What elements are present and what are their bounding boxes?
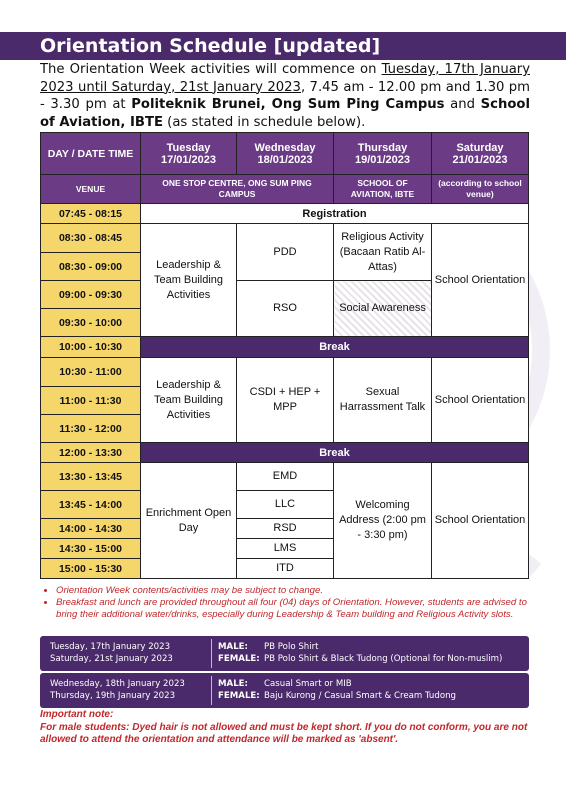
divider <box>211 676 212 705</box>
male-label: MALE: <box>218 679 248 689</box>
female-label: FEMALE: <box>218 691 260 701</box>
day-header-saturday <box>432 133 529 175</box>
csdi-activity: CSDI + HEP + MPP <box>237 358 334 443</box>
emd-activity: EMD <box>237 463 334 491</box>
venue-row <box>41 175 529 204</box>
break-cell: Break <box>141 443 529 463</box>
important-note <box>40 709 535 747</box>
table-row <box>41 463 529 491</box>
venue-one-stop-centre: ONE STOP CENTRE, ONG SUM PING CAMPUS <box>141 175 334 204</box>
intro-text-times: , 7.45 am - 12.00 pm and 1.30 pm - 3.30 pm at <box>40 79 530 112</box>
intro-text: The Orientation Week activities will commence on <box>40 62 382 77</box>
notes-list <box>44 585 546 621</box>
day-date-time-header: DAY / DATE TIME <box>41 133 141 175</box>
table-row <box>41 443 529 463</box>
important-heading: Important note: <box>40 709 114 720</box>
header-row <box>41 133 529 175</box>
day-name: Thursday <box>357 141 408 154</box>
dress-date: Saturday, 21st January 2023 <box>50 654 173 664</box>
day-date: 19/01/2023 <box>354 153 411 166</box>
intro-school: School of Aviation, IBTE <box>40 97 530 130</box>
venue-school-aviation: SCHOOL OF AVIATION, IBTE <box>334 175 432 204</box>
time-slot: 14:00 - 14:30 <box>41 519 141 539</box>
female-label: FEMALE: <box>218 654 260 664</box>
school-orientation-2: School Orientation <box>432 358 529 443</box>
time-slot: 12:00 - 13:30 <box>41 443 141 463</box>
time-slot: 09:30 - 10:00 <box>41 309 141 337</box>
rso-activity: RSO <box>237 281 334 337</box>
table-row <box>41 224 529 253</box>
female-attire: PB Polo Shirt & Black Tudong (Optional for Non-muslim) <box>264 654 503 664</box>
leadership-activity: Leadership & Team Building Activities <box>141 224 237 337</box>
time-slot: 09:00 - 09:30 <box>41 281 141 309</box>
day-date: 21/01/2023 <box>452 153 508 166</box>
dress-code-dates <box>50 641 210 665</box>
enrichment-open-day: Enrichment Open Day <box>141 463 237 579</box>
time-slot: 10:30 - 11:00 <box>41 358 141 387</box>
table-row <box>41 358 529 387</box>
time-slot: 14:30 - 15:00 <box>41 539 141 559</box>
intro-dates: Tuesday, 17th January 2023 until Saturday, 21st January 2023 <box>40 62 530 95</box>
day-date: 17/01/2023 <box>160 153 217 166</box>
school-orientation-1: School Orientation <box>432 224 529 337</box>
day-header-wednesday <box>237 133 334 175</box>
dress-date: Wednesday, 18th January 2023 <box>50 679 185 689</box>
day-date: 18/01/2023 <box>257 153 313 166</box>
intro-campus: Politeknik Brunei, Ong Sum Ping Campus <box>131 97 445 112</box>
time-slot: 08:30 - 09:00 <box>41 253 141 281</box>
itd-activity: ITD <box>237 559 334 579</box>
intro-text-and: and <box>444 97 481 112</box>
intro-text-end: (as stated in schedule below). <box>162 114 366 130</box>
note-item: • Orientation Week contents/activities may be subject to change. <box>56 585 546 597</box>
note-item: • Breakfast and lunch are provided throughout all four (04) days of Orientation. However, students are advised to bring their additional water/drinks, especially during Leadership & Team building and Religious Activity slots. <box>56 597 546 621</box>
time-slot: 13:45 - 14:00 <box>41 491 141 519</box>
dress-date: Tuesday, 17th January 2023 <box>50 642 171 652</box>
time-slot: 07:45 - 08:15 <box>41 204 141 224</box>
time-slot: 11:30 - 12:00 <box>41 415 141 443</box>
intro-paragraph <box>40 61 530 131</box>
male-label: MALE: <box>218 642 248 652</box>
sexual-harassment-talk: Sexual Harrassment Talk <box>334 358 432 443</box>
time-slot: 10:00 - 10:30 <box>41 337 141 358</box>
schedule-table <box>40 132 529 579</box>
break-cell: Break <box>141 337 529 358</box>
religious-activity: Religious Activity (Bacaan Ratib Al-Attas) <box>334 224 432 281</box>
llc-activity: LLC <box>237 491 334 519</box>
dress-date: Thursday, 19th January 2023 <box>50 691 176 701</box>
female-attire: Baju Kurong / Casual Smart & Cream Tudong <box>264 691 456 701</box>
day-header-tuesday <box>141 133 237 175</box>
dress-code-dates <box>50 678 210 702</box>
table-row <box>41 204 529 224</box>
table-row <box>41 337 529 358</box>
dress-code-panel-2 <box>40 673 529 708</box>
time-slot: 13:30 - 13:45 <box>41 463 141 491</box>
day-name: Tuesday <box>166 141 211 154</box>
rsd-activity: RSD <box>237 519 334 539</box>
day-header-thursday <box>334 133 432 175</box>
dress-code-panel-1 <box>40 636 529 671</box>
social-awareness-activity: Social Awareness <box>334 281 432 337</box>
male-attire: PB Polo Shirt <box>264 642 319 652</box>
pdd-activity: PDD <box>237 224 334 281</box>
divider <box>211 639 212 668</box>
registration-cell: Registration <box>141 204 529 224</box>
welcoming-address: Welcoming Address (2:00 pm - 3:30 pm) <box>334 463 432 579</box>
page-title: Orientation Schedule [updated] <box>40 35 381 57</box>
venue-school: (according to school venue) <box>432 175 529 204</box>
venue-label: VENUE <box>41 175 141 204</box>
important-text: For male students: Dyed hair is not allowed and must be kept short. If you do not conform, you are not allowed to attend the orientation and attendance will be marked as 'absent'. <box>40 721 528 745</box>
time-slot: 08:30 - 08:45 <box>41 224 141 253</box>
dress-code-attire <box>218 678 528 702</box>
school-orientation-3: School Orientation <box>432 463 529 579</box>
male-attire: Casual Smart or MIB <box>264 679 352 689</box>
lms-activity: LMS <box>237 539 334 559</box>
leadership-activity-2: Leadership & Team Building Activities <box>141 358 237 443</box>
dress-code-attire <box>218 641 528 665</box>
time-slot: 15:00 - 15:30 <box>41 559 141 579</box>
day-name: Saturday <box>456 141 504 154</box>
day-name: Wednesday <box>254 141 316 154</box>
time-slot: 11:00 - 11:30 <box>41 387 141 415</box>
